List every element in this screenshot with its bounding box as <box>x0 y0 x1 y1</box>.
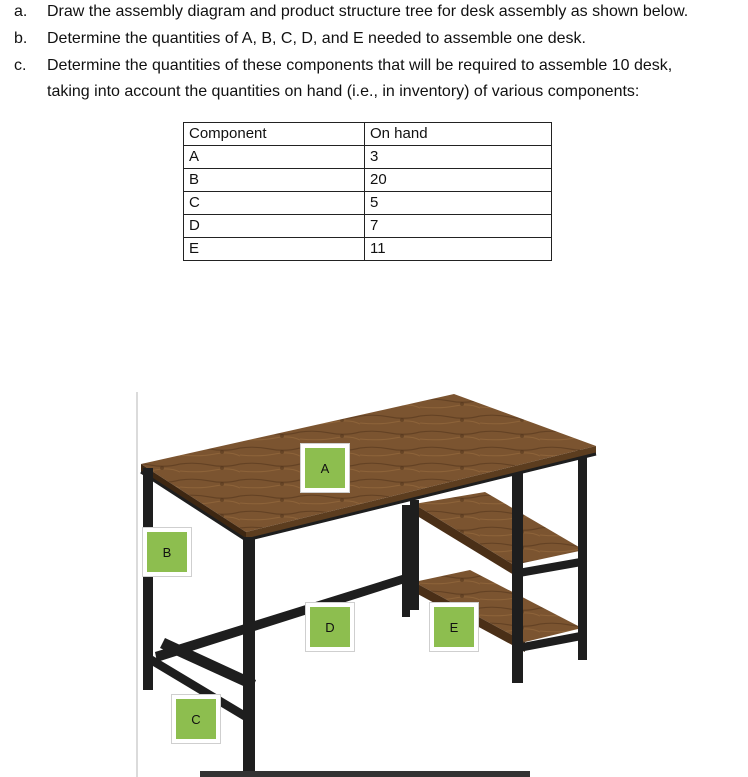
component-cell: E <box>184 238 365 261</box>
component-cell: A <box>184 146 365 169</box>
front-center-leg <box>243 537 255 777</box>
instruction-b-text: Determine the quantities of A, B, C, D, and E needed to assemble one desk. <box>47 30 586 47</box>
table-row <box>184 215 552 238</box>
back-crossbar <box>155 575 405 662</box>
instruction-b-marker: b. <box>14 30 28 47</box>
front-left-leg <box>143 468 153 690</box>
instruction-a-text: Draw the assembly diagram and product structure tree for desk assembly as shown below. <box>47 3 689 20</box>
instruction-c-text-line2: taking into account the quantities on hand (i.e., in inventory) of various components: <box>47 83 640 100</box>
table-row <box>184 146 552 169</box>
table-header-row <box>184 123 552 146</box>
instruction-c-marker: c. <box>14 57 27 74</box>
on-hand-cell: 20 <box>365 169 552 192</box>
instruction-a-marker: a. <box>14 3 28 20</box>
label-a: A <box>301 444 349 492</box>
right-back-leg <box>578 450 587 660</box>
label-c: C <box>172 695 220 743</box>
on-hand-cell: 11 <box>365 238 552 261</box>
table-row <box>184 192 552 215</box>
on-hand-cell: 5 <box>365 192 552 215</box>
table-row <box>184 238 552 261</box>
component-cell: C <box>184 192 365 215</box>
desk-illustration <box>0 380 748 777</box>
component-cell: D <box>184 215 365 238</box>
back-leg <box>402 505 410 617</box>
side-crossbar <box>160 638 256 690</box>
label-d: D <box>306 603 354 651</box>
table-row <box>184 169 552 192</box>
component-cell: B <box>184 169 365 192</box>
bottom-bar <box>200 771 530 777</box>
instruction-c-text-line1: Determine the quantities of these components that will be required to assemble 10 desk, <box>47 57 673 74</box>
inventory-table <box>183 122 552 261</box>
inner-shelf-leg <box>410 500 419 610</box>
header-component: Component <box>184 123 365 146</box>
label-b: B <box>143 528 191 576</box>
header-on-hand: On hand <box>365 123 552 146</box>
on-hand-cell: 3 <box>365 146 552 169</box>
label-e: E <box>430 603 478 651</box>
on-hand-cell: 7 <box>365 215 552 238</box>
